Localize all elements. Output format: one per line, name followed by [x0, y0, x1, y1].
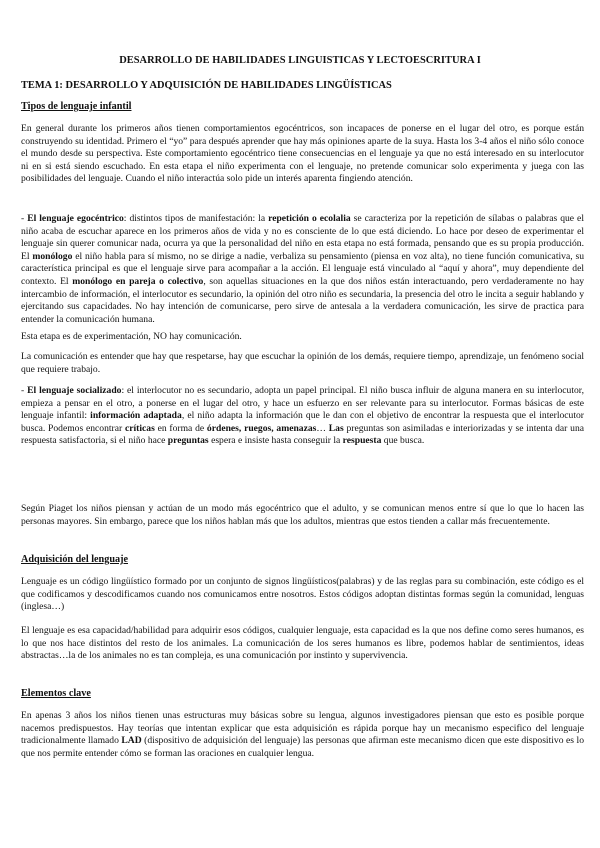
term-monologo-pareja: monólogo en pareja o colectivo	[72, 275, 204, 287]
term-repeticion: repetición o ecolalia	[268, 213, 351, 224]
term-criticas: críticas	[124, 422, 155, 434]
paragraph-capacidad-lenguaje: El lenguaje es esa capacidad/habilidad para adquirir esos códigos, cualquier lenguaje, esta capacidad es la que nos define como seres humanos, es lo que nos hace distintos del resto de los animales. La comunicación de los seres humanos es libre, podemos hablar de sentimientos, ideas abstractas…la de los animales no es tan compleja, es una comunicación por instinto y supervivencia.	[21, 625, 584, 662]
term-las: Las	[328, 422, 344, 434]
term-lenguaje-socializado: El lenguaje socializado	[27, 385, 122, 396]
section-heading-adquisicion: Adquisición del lenguaje	[21, 554, 128, 565]
paragraph-intro: En general durante los primeros años tienen comportamientos egocéntricos, son incapaces de ponerse en el lugar del otro, es porque están construyendo su identidad. Primero el “yo” para después aprender que hay más opiniones aparte de la suya. Hasta los 3-4 años el niño sólo conoce el mundo desde su perspectiva. Este comportamiento egocéntrico tiene consecuencias en el lenguaje ya que no está interesado en su interlocutor ni en si está siendo escuchado. En esta etapa el niño experimenta con el lenguaje, no pretende comunicar solo experimenta y juega con las posibilidades del lenguaje. Cuando el niño interactúa solo pide un interés aparenta fingiendo atención.	[21, 123, 584, 185]
term-lad: LAD	[121, 735, 142, 747]
paragraph-codigo-linguistico: Lenguaje es un código lingüístico formado por un conjunto de signos lingüísticos(palabras) y de las reglas para su combinación, este código es el que codificamos y descodificamos cuando nos comunicamos entre nosotros. Estos códigos adoptan distintas formas según la comunidad, lenguas (inglesa…)	[21, 576, 584, 613]
paragraph-lenguaje-socializado: - El lenguaje socializado: el interlocutor no es secundario, adopta un papel principal. El niño busca influir de alguna manera en su interlocutor, empieza a pensar en el otro, a ponerse en el lugar del otro, y hace un esfuerzo en ser relevante para su interlocutor. Formas básicas de este lenguaje infantil: información adaptada, el niño adapta la información que le dan con el objetivo de encontrar la respuesta que el interlocutor busca. Podemos encontrar críticas en forma de órdenes, ruegos, amenazas… Las preguntas son asimiladas e interiorizadas y se intenta dar una respuesta satisfactoria, si el niño hace preguntas espera e insiste hasta conseguir la respuesta que busca.	[21, 385, 584, 447]
paragraph-piaget: Según Piaget los niños piensan y actúan de un modo más egocéntrico que el adulto, y se comunican menos entre sí que lo que lo hacen las personas mayores. Sin embargo, parece que los niños hablan más que los adultos, mientras que estos tienden a callar más frecuentemente.	[21, 503, 584, 527]
section-heading-elementos: Elementos clave	[21, 688, 91, 699]
paragraph-lenguaje-egocentrico: - El lenguaje egocéntrico: distintos tipos de manifestación: la repetición o ecolalia se caracteriza por la repetición de sílabas o palabras que el niño acaba de escuchar aparece en los primeros años de vida y no es consciente de lo que está diciendo. Lo hace por deseo de experimentar el lenguaje sin querer comunicar nada, ocurra ya que la personalidad del niño en esta etapa no está formada, pensando que es su propia producción. El monólogo el niño habla para sí mismo, no se dirige a nadie, verbaliza su pensamiento (piensa en voz alta), no tiene función comunicativa, su característica principal es que el lenguaje sirve para acompañar a la acción. El lenguaje está vinculado al “aquí y ahora”, muy dependiente del contexto. El monólogo en pareja o colectivo, son aquellas situaciones en la que dos niños están interactuando, pero verdaderamente no hay intercambio de información, el interlocutor es secundario, la opinión del otro niño es secundaria, la presencia del otro le incita a seguir hablando y ejercitando sus capacidades. No hay intención de comunicarse, pero sirve de antesala a la verdadera comunicación, les sirve de practica para entender la comunicación humana.	[21, 213, 584, 325]
paragraph-comunicacion: La comunicación es entender que hay que respetarse, hay que escuchar la opinión de los demás, requiere tiempo, aprendizaje, un fenómeno social que requiere trabajo.	[21, 351, 584, 375]
term-ordenes: órdenes, ruegos, amenazas	[206, 422, 317, 434]
topic-heading: TEMA 1: DESARROLLO Y ADQUISICIÓN DE HABILIDADES LINGÜÍSTICAS	[21, 80, 392, 91]
term-informacion-adaptada: información adaptada	[90, 410, 182, 422]
term-lenguaje-egocentrico: El lenguaje egocéntrico	[27, 213, 124, 224]
term-respuesta: respuesta	[342, 435, 382, 447]
section-heading-tipos: Tipos de lenguaje infantil	[21, 101, 132, 112]
term-monologo: monólogo	[32, 250, 73, 262]
paragraph-lad: En apenas 3 años los niños tienen unas estructuras muy básicas sobre su lengua, algunos investigadores piensan que esto es posible porque nacemos predispuestos. Hay teorías que intentan explicar que esta adquisición es rápida porque hay un mecanismo especifico del lenguaje tradicionalmente llamado LAD (dispositivo de adquisición del lenguaje) las personas que afirman este mecanismo dicen que este dispositivo es lo que nos permite entender cómo se forman las oraciones en cualquier lengua.	[21, 710, 584, 759]
paragraph-experimentacion: Esta etapa es de experimentación, NO hay comunicación.	[21, 331, 242, 342]
term-preguntas: preguntas	[167, 435, 209, 447]
document-title: DESARROLLO DE HABILIDADES LINGUISTICAS Y LECTOESCRITURA I	[119, 55, 481, 66]
